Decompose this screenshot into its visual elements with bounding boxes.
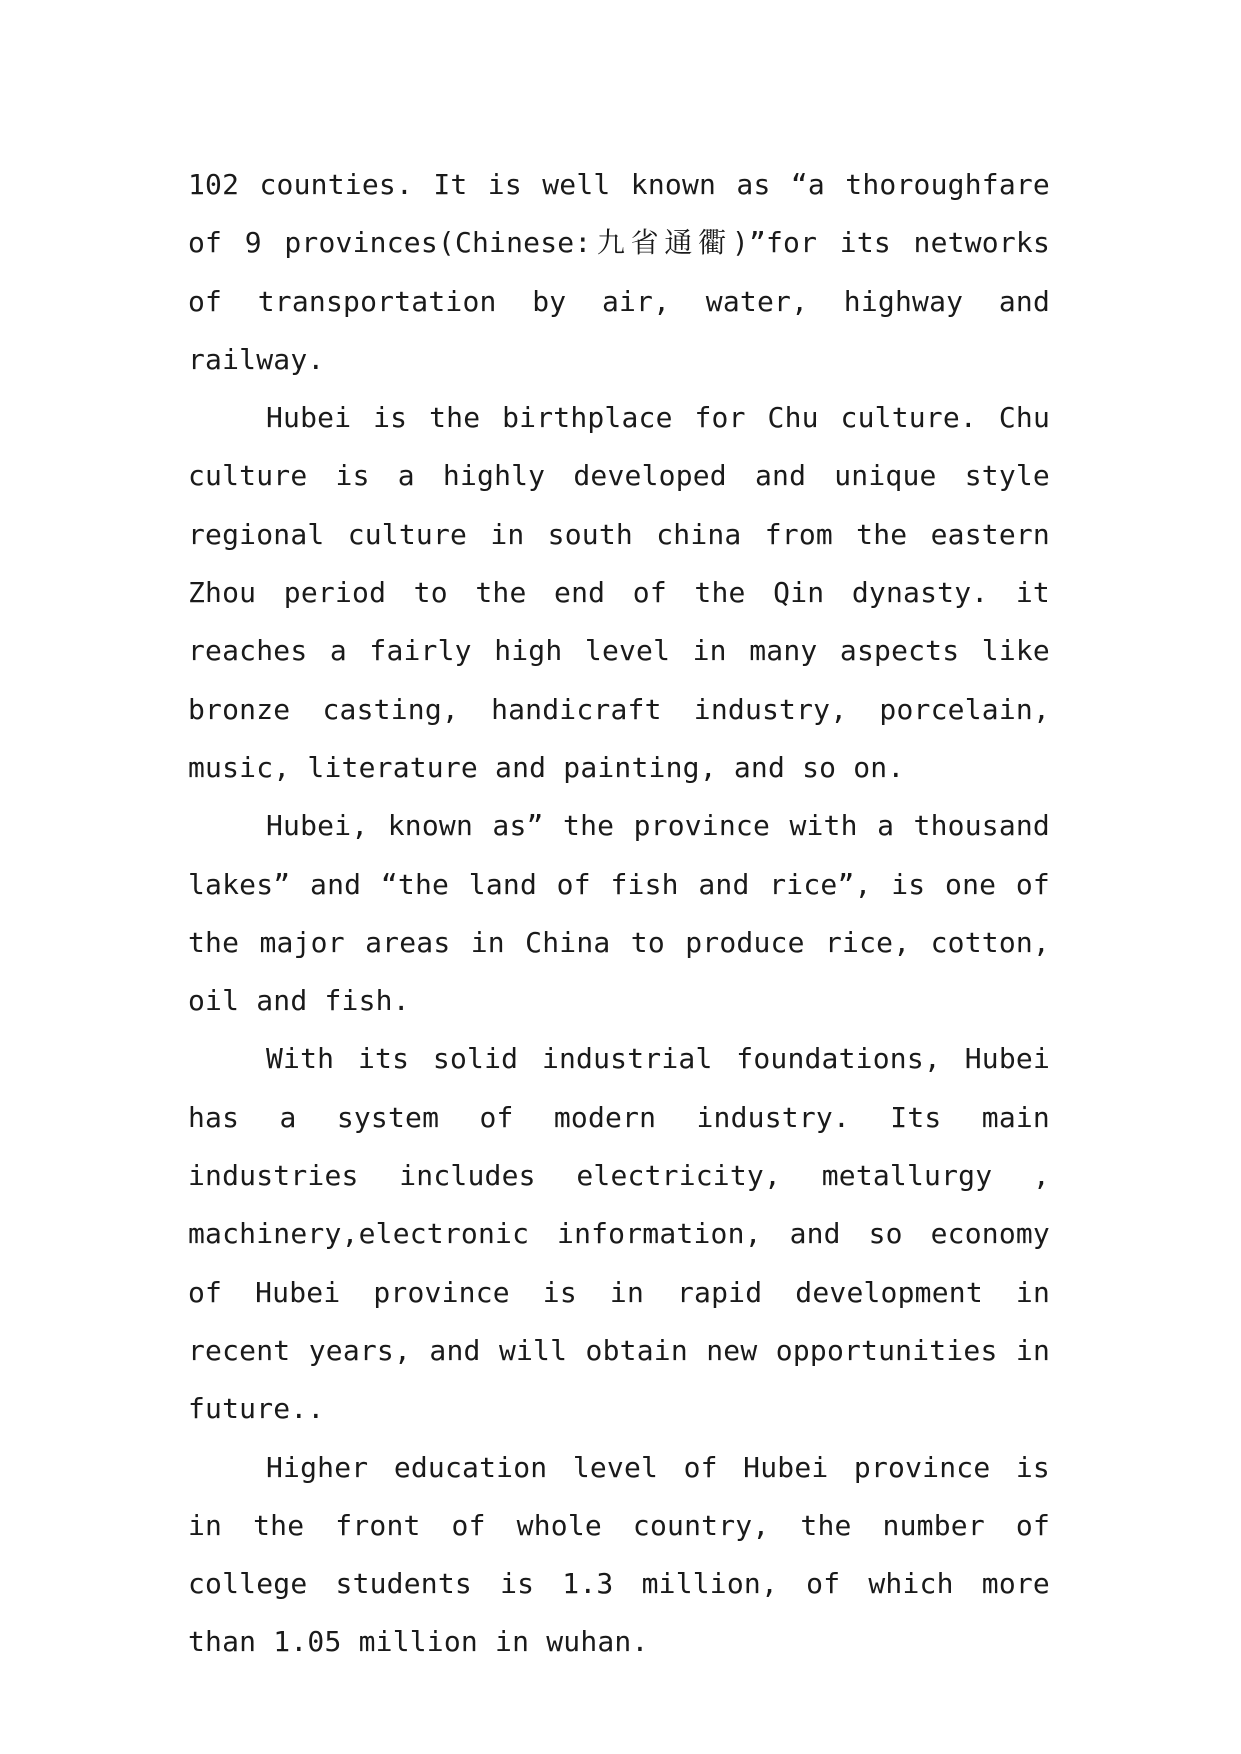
paragraph-industry: With its solid industrial foundations, Hubei has a system of modern industry. Its main industries includes electricity, metallurgy , machinery,electronic information, and so economy of Hubei province is in rapid development in recent years, and will obtain new opportunities in future.. [188,1042,1050,1426]
paragraph-lakes: Hubei, known as” the province with a thousand lakes” and “the land of fish and rice”, is one of the major areas in China to produce rice, cotton, oil and fish. [188,809,1050,1018]
paragraph-transportation: 102 counties. It is well known as “a thoroughfare of 9 provinces(Chinese:九省通衢)”for its networks of transportation by air, water, highway and railway. [188,168,1050,376]
document-page [188,156,1050,1672]
paragraph-education: Higher education level of Hubei province is in the front of whole country, the number of college students is 1.3 million, of which more than 1.05 million in wuhan. [188,1450,1050,1659]
paragraph-chu-culture: Hubei is the birthplace for Chu culture. Chu culture is a highly developed and unique style regional culture in south china from the eastern Zhou period to the end of the Qin dynasty. it reaches a fairly high level in many aspects like bronze casting, handicraft industry, porcelain, music, literature and painting, and so on. [188,401,1050,784]
